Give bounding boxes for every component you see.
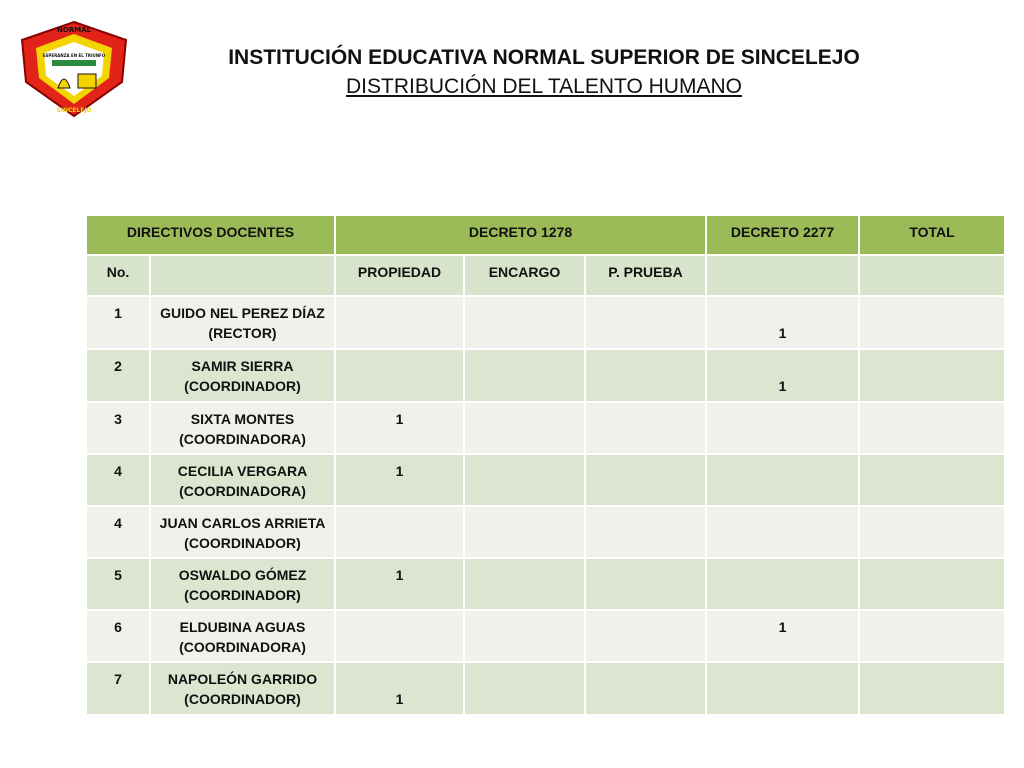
row-prueba <box>585 610 706 662</box>
table-row <box>86 296 1005 349</box>
row-encargo <box>464 558 585 610</box>
header-total: TOTAL <box>859 215 1005 255</box>
row-decreto-2277 <box>706 506 859 558</box>
row-propiedad: 1 <box>335 454 464 506</box>
row-no: 6 <box>86 610 150 662</box>
row-total <box>859 402 1005 454</box>
header-encargo: ENCARGO <box>464 255 585 296</box>
row-prueba <box>585 506 706 558</box>
row-prueba <box>585 454 706 506</box>
row-decreto-2277: 1 <box>706 610 859 662</box>
header-directivos: DIRECTIVOS DOCENTES <box>86 215 335 255</box>
table-row <box>86 454 1005 506</box>
row-no: 3 <box>86 402 150 454</box>
row-no: 2 <box>86 349 150 402</box>
row-propiedad <box>335 610 464 662</box>
table-row <box>86 402 1005 454</box>
staff-distribution-table <box>85 214 1006 716</box>
header-propiedad: PROPIEDAD <box>335 255 464 296</box>
header-blank-2277 <box>706 255 859 296</box>
row-name: CECILIA VERGARA (COORDINADORA) <box>150 454 335 506</box>
row-decreto-2277 <box>706 454 859 506</box>
row-total <box>859 296 1005 349</box>
row-propiedad <box>335 506 464 558</box>
row-no: 4 <box>86 506 150 558</box>
row-total <box>859 349 1005 402</box>
svg-text:ESPERANZA EN EL TRIUNFO: ESPERANZA EN EL TRIUNFO <box>42 53 106 58</box>
table-header-row <box>86 215 1005 255</box>
row-propiedad <box>335 349 464 402</box>
row-name: GUIDO NEL PEREZ DÍAZ (RECTOR) <box>150 296 335 349</box>
svg-text:NORMAL: NORMAL <box>56 26 92 34</box>
row-total <box>859 558 1005 610</box>
row-decreto-2277 <box>706 558 859 610</box>
row-prueba <box>585 558 706 610</box>
row-total <box>859 454 1005 506</box>
table-row <box>86 349 1005 402</box>
header-blank-total <box>859 255 1005 296</box>
header-prueba: P. PRUEBA <box>585 255 706 296</box>
row-propiedad <box>335 296 464 349</box>
row-encargo <box>464 349 585 402</box>
row-name: ELDUBINA AGUAS (COORDINADORA) <box>150 610 335 662</box>
row-total <box>859 662 1005 715</box>
table-row <box>86 662 1005 715</box>
table-row <box>86 506 1005 558</box>
svg-text:SINCELEJO: SINCELEJO <box>56 107 92 114</box>
page-title: INSTITUCIÓN EDUCATIVA NORMAL SUPERIOR DE SINCELEJO <box>228 46 860 69</box>
row-decreto-2277 <box>706 662 859 715</box>
header <box>130 44 958 102</box>
school-crest-logo <box>18 20 130 118</box>
row-prueba <box>585 402 706 454</box>
row-prueba <box>585 349 706 402</box>
row-name: NAPOLEÓN GARRIDO (COORDINADOR) <box>150 662 335 715</box>
row-name: SIXTA MONTES (COORDINADORA) <box>150 402 335 454</box>
row-no: 7 <box>86 662 150 715</box>
header-no: No. <box>86 255 150 296</box>
row-decreto-2277: 1 <box>706 296 859 349</box>
row-encargo <box>464 402 585 454</box>
row-prueba <box>585 662 706 715</box>
row-encargo <box>464 610 585 662</box>
row-name: JUAN CARLOS ARRIETA (COORDINADOR) <box>150 506 335 558</box>
table-subheader-row <box>86 255 1005 296</box>
row-encargo <box>464 662 585 715</box>
row-propiedad: 1 <box>335 662 464 715</box>
row-propiedad: 1 <box>335 402 464 454</box>
header-blank <box>150 255 335 296</box>
page-subtitle: DISTRIBUCIÓN DEL TALENTO HUMANO <box>346 75 742 98</box>
row-decreto-2277 <box>706 402 859 454</box>
row-encargo <box>464 454 585 506</box>
row-decreto-2277: 1 <box>706 349 859 402</box>
row-prueba <box>585 296 706 349</box>
row-total <box>859 610 1005 662</box>
row-propiedad: 1 <box>335 558 464 610</box>
row-total <box>859 506 1005 558</box>
header-decreto-2277: DECRETO 2277 <box>706 215 859 255</box>
row-name: OSWALDO GÓMEZ (COORDINADOR) <box>150 558 335 610</box>
row-no: 4 <box>86 454 150 506</box>
row-encargo <box>464 296 585 349</box>
table-row <box>86 610 1005 662</box>
row-name: SAMIR SIERRA (COORDINADOR) <box>150 349 335 402</box>
row-no: 5 <box>86 558 150 610</box>
row-encargo <box>464 506 585 558</box>
row-no: 1 <box>86 296 150 349</box>
header-decreto-1278: DECRETO 1278 <box>335 215 706 255</box>
table-row <box>86 558 1005 610</box>
